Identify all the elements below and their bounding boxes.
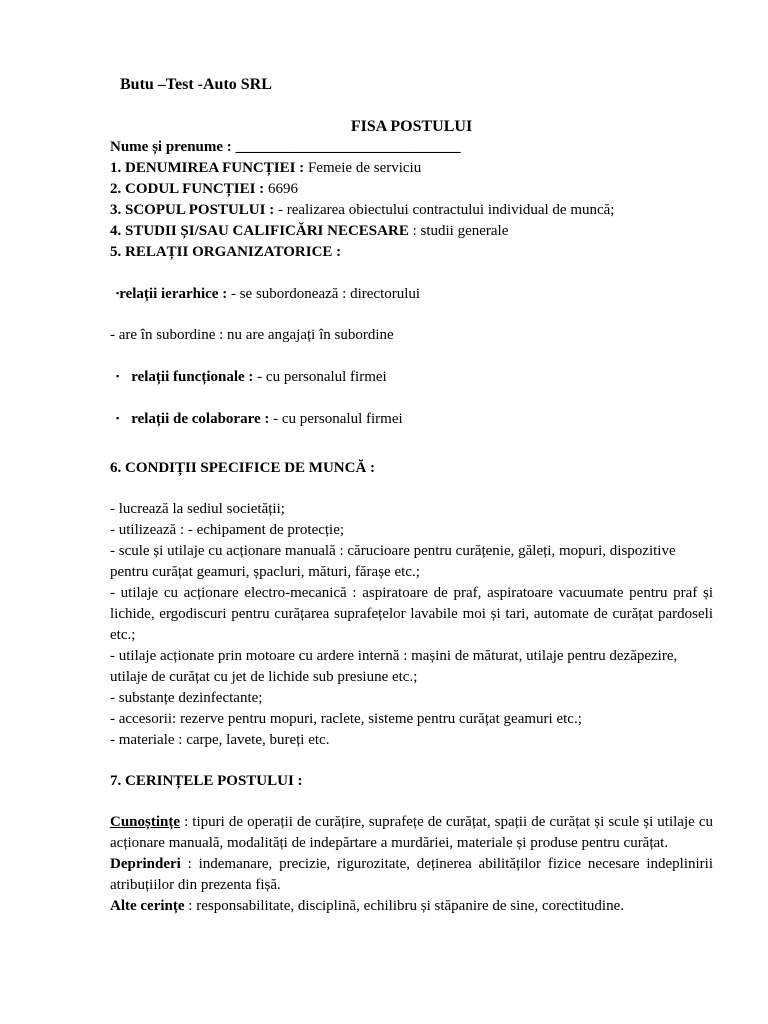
bullet-icon: ▪	[116, 413, 120, 423]
cunostinte	[110, 812, 713, 854]
list-item: - substanțe dezinfectante;	[110, 690, 263, 706]
deprinderi-label: Deprinderi	[110, 856, 181, 872]
list-item: - materiale : carpe, lavete, bureți etc.	[110, 732, 330, 748]
relatii-colaborare	[110, 408, 713, 430]
list-item: - utilaje cu acționare electro-mecanică : aspiratoare de praf, aspiratoare vacuumate pentru praf și lichide, ergodiscuri pentru curățarea suprafețelor lavabile moi și tari, automate de curățat pardoseli etc.;	[110, 585, 713, 643]
relatii-functionale	[110, 366, 713, 388]
deprinderi-value: : indemanare, precizie, rigurozitate, deținerea abilităților fizice necesare indeplinirii atribuțiilor din prezenta fișă.	[110, 856, 713, 893]
section-2	[110, 179, 713, 200]
section-6-list	[110, 499, 713, 751]
section-3-value: - realizarea obiectului contractului individual de muncă;	[277, 202, 615, 218]
relatii-colaborare-value: - cu personalul firmei	[273, 411, 403, 427]
name-label: Nume și prenume :	[110, 139, 236, 155]
relatii-ierarhice-value: - se subordonează : directorului	[230, 286, 421, 302]
section-3	[110, 200, 713, 221]
section-7-heading: 7. CERINȚELE POSTULUI :	[110, 773, 303, 789]
list-item: - lucrează la sediul societății;	[110, 501, 285, 517]
section-6-heading: 6. CONDIȚII SPECIFICE DE MUNCĂ :	[110, 460, 376, 476]
section-4-label: 4. STUDII ȘI/SAU CALIFICĂRI NECESARE	[110, 223, 409, 239]
name-field	[110, 137, 713, 158]
relatii-colaborare-label: relații de colaborare :	[131, 411, 274, 427]
cunostinte-label: Cunoștințe	[110, 814, 181, 830]
relatii-functionale-value: - cu personalul firmei	[257, 369, 387, 385]
section-3-label: 3. SCOPUL POSTULUI :	[110, 202, 278, 218]
list-item: - scule și utilaje cu acționare manuală : cărucioare pentru curățenie, găleți, mopuri, dispozitive pentru curățat geamuri, șpacluri, mături, fărașe etc.;	[110, 543, 676, 580]
section-2-label: 2. CODUL FUNCȚIEI :	[110, 181, 268, 197]
section-4-value: : studii generale	[408, 223, 509, 239]
section-4	[110, 221, 713, 242]
subordine-line: - are în subordine : nu are angajați în subordine	[110, 327, 394, 343]
list-item: - accesorii: rezerve pentru mopuri, raclete, sisteme pentru curățat geamuri etc.;	[110, 711, 582, 727]
bullet-icon: ▪	[116, 288, 120, 298]
alte-cerinte-label: Alte cerințe	[110, 898, 185, 914]
section-2-value: 6696	[267, 181, 298, 197]
relatii-ierarhice-label: relații ierarhice :	[119, 286, 231, 302]
section-1-label: 1. DENUMIREA FUNCȚIEI :	[110, 160, 308, 176]
deprinderi	[110, 854, 713, 896]
section-5-heading: 5. RELAȚII ORGANIZATORICE :	[110, 244, 342, 260]
alte-cerinte-value: : responsabilitate, disciplină, echilibru și stăpanire de sine, corectitudine.	[184, 898, 624, 914]
section-1	[110, 158, 713, 179]
document-body	[110, 116, 713, 917]
name-blank: ______________________________	[235, 139, 461, 155]
relatii-functionale-label: relații funcționale :	[131, 369, 258, 385]
bullet-icon: ▪	[116, 371, 120, 381]
section-1-value: Femeie de serviciu	[307, 160, 422, 176]
list-item: - utilaje acționate prin motoare cu ardere internă : mașini de măturat, utilaje pentru dezăpezire, utilaje de curățat cu jet de lichide sub presiune etc.;	[110, 648, 678, 685]
list-item: - utilizează : - echipament de protecție;	[110, 522, 345, 538]
document-title: FISA POSTULUI	[350, 118, 473, 135]
company-name: Butu –Test -Auto SRL	[120, 76, 272, 93]
alte-cerinte	[110, 896, 713, 917]
cunostinte-value: : tipuri de operații de curățire, suprafețe de curățat, spații de curățat și scule și utilaje cu acționare manuală, modalități de indepărtare a murdăriei, materiale și produse pentru curățat.	[110, 814, 713, 851]
relatii-ierarhice	[110, 283, 713, 305]
